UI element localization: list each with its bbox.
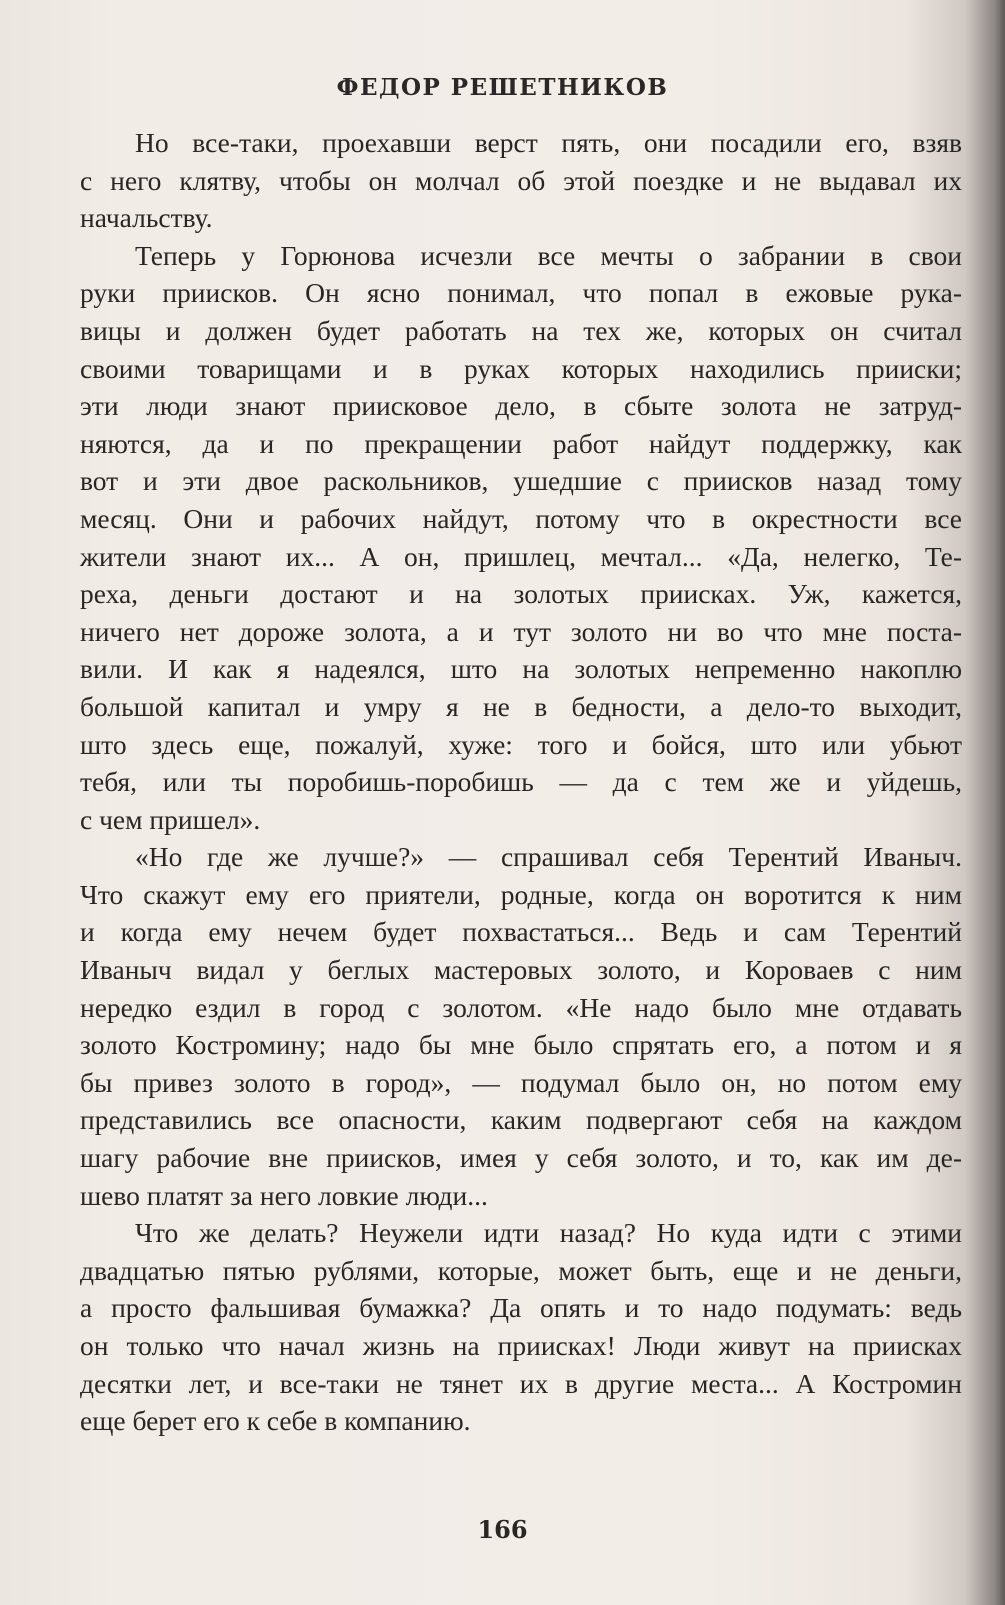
paragraph [80,237,962,839]
text-line: Что же делать? Неужели идти назад? Но куда идти с этими [135,1217,962,1249]
text-line: большой капитал и умру я не в бедности, а дело-то выходит, [80,690,962,722]
text-line: начальству. [80,202,213,234]
text-line: жители знают их... А он, пришлец, мечтал... «Да, нелегко, Те- [80,540,962,572]
text-line: «Но где же лучше?» — спрашивал себя Терентий Иваныч. [135,841,962,873]
text-line: а просто фальшивая бумажка? Да опять и то надо подумать: ведь [80,1292,962,1324]
text-line: Что скажут ему его приятели, родные, когда он воротится к ним [80,878,962,910]
text-line: с него клятву, чтобы он молчал об этой поездке и не выдавал их [80,164,962,196]
text-line: Иваныч видал у беглых мастеровых золото, и Коровaев с ним [80,954,962,986]
text-line: няются, да и по прекращении работ найдут поддержку, как [80,427,962,459]
text-line: золото Костромину; надо бы мне было спрятать его, а потом и я [80,1029,962,1061]
text-line: своими товарищами и в руках которых находились прииски; [80,352,962,384]
text-line: реха, деньги достают и на золотых приисках. Уж, кажется, [80,578,962,610]
paragraph [80,1214,962,1440]
body-text [80,124,962,1440]
text-line: с чем пришел». [80,803,261,835]
text-line: эти люди знают приисковое дело, в сбыте золота не затруд- [80,390,962,422]
page-number: 166 [477,1515,528,1544]
text-line: вот и эти двое раскольников, ушедшие с приисков назад тому [80,465,962,497]
text-line: месяц. Они и рабочих найдут, потому что в окрестности все [80,502,962,534]
text-line: вили. И как я надеялся, што на золотых непременно накоплю [80,653,962,685]
text-line: нередко ездил в город с золотом. «Не надо было мне отдавать [80,991,962,1023]
text-line: тебя, или ты поробишь-поробишь — да с тем же и уйдешь, [80,766,962,798]
text-line: што здесь еще, пожалуй, хуже: того и бойся, што или убьют [80,728,962,760]
text-line: вицы и должен будет работать на тех же, которых он считал [80,314,962,346]
running-head: ФЕДОР РЕШЕТНИКОВ [336,74,669,101]
text-line: Теперь у Горюнова исчезли все мечты о забрании в свои [135,239,962,271]
paragraph [80,838,962,1214]
text-line: ничего нет дороже золота, а и тут золото ни во что мне поста- [80,615,962,647]
text-line: он только что начал жизнь на приисках! Люди живут на приисках [80,1330,962,1361]
text-line: и когда ему нечем будет похвастаться... Ведь и сам Терентий [80,916,962,948]
text-line: бы привез золото в город», — подумал было он, но потом ему [80,1066,962,1098]
text-line: шево платят за него ловкие люди... [80,1179,488,1211]
paragraph [80,124,962,237]
text-line: шагу рабочие вне приисков, имея у себя золото, и то, как им де- [80,1142,962,1174]
text-line: Но все-таки, проехавши верст пять, они посадили его, взяв [135,127,962,158]
text-line: десятки лет, и все-таки не тянет их в другие места... А Костромин [80,1367,962,1399]
text-line: представились все опасности, каким подвергают себя на каждом [80,1104,962,1136]
text-line: руки приисков. Он ясно понимал, что попал в ежовые рука- [80,277,962,309]
text-line: еще берет его к себе в компанию. [80,1405,471,1437]
text-line: двадцатью пятью рублями, которые, может быть, еще и не деньги, [80,1254,962,1286]
